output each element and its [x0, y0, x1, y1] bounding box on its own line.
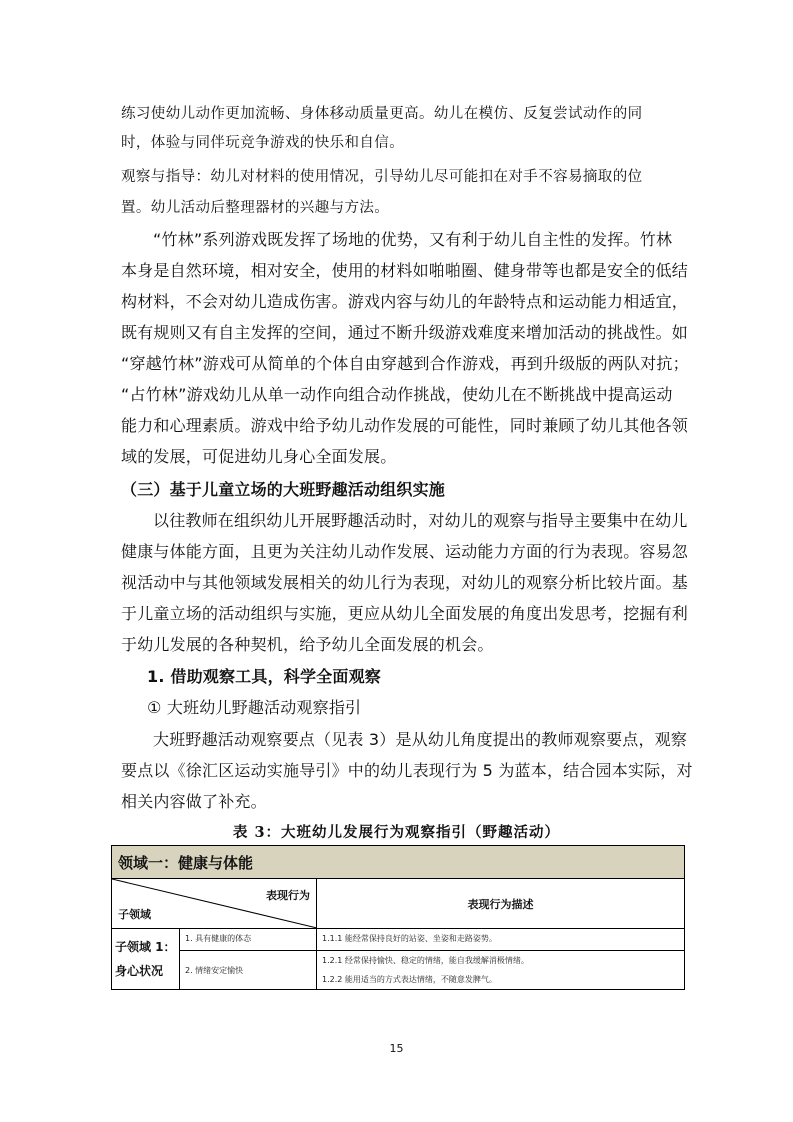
- domain-header: 领域一：健康与体能: [112, 846, 685, 879]
- paragraph-line: 时，体验与同伴玩竞争游戏的快乐和自信。: [121, 135, 405, 151]
- paragraph-line: 观察与指导：幼儿对材料的使用情况，引导幼儿尽可能扣在对手不容易摘取的位: [121, 169, 643, 185]
- subdomain-name: 身心状况: [115, 964, 164, 978]
- paragraph-line: 要点以《徐汇区运动实施导引》中的幼儿表现行为 5 为蓝本，结合园本实际，对: [121, 761, 693, 780]
- paragraph-line: 以往教师在组织幼儿开展野趣活动时，对幼儿的观察与指导主要集中在幼儿: [153, 511, 688, 530]
- paragraph-line: 视活动中与其他领域发展相关的幼儿行为表现，对幼儿的观察分析比较片面。基: [121, 573, 689, 592]
- page-number: 15: [389, 1042, 404, 1055]
- description-cell: 1.1.1 能经常保持良好的站姿、坐姿和走路姿势。: [317, 929, 685, 951]
- paragraph-line: 练习使幼儿动作更加流畅、身体移动质量更高。幼儿在模仿、反复尝试动作的同: [121, 106, 643, 122]
- paragraph-line: “竹林”系列游戏既发挥了场地的优势，又有利于幼儿自主性的发挥。竹林: [153, 230, 673, 249]
- paragraph-line: “穿越竹林”游戏可从简单的个体自由穿越到合作游戏，再到升级版的两队对抗；: [121, 354, 689, 373]
- behavior-cell: 1. 具有健康的体态: [180, 929, 317, 951]
- section-heading: （三）基于儿童立场的大班野趣活动组织实施: [121, 480, 446, 499]
- paragraph-line: “占竹林”游戏幼儿从单一动作向组合动作挑战，使幼儿在不断挑战中提高运动: [121, 385, 673, 404]
- behavior-cell: 2. 情绪安定愉快: [180, 951, 317, 990]
- description-cell: [317, 951, 685, 990]
- subheading-item: ① 大班幼儿野趣活动观察指引: [147, 698, 362, 717]
- header-behavior: 表现行为: [266, 889, 310, 902]
- paragraph-line: 本身是自然环境，相对安全，使用的材料如啪啪圈、健身带等也都是安全的低结: [121, 261, 689, 280]
- paragraph-line: 能力和心理素质。游戏中给予幼儿动作发展的可能性，同时兼顾了幼儿其他各领: [121, 416, 689, 435]
- header-subdomain: 子领域: [118, 908, 151, 921]
- subdomain-cell: [112, 929, 180, 990]
- subdomain-label: 子领域 1：: [115, 940, 176, 954]
- paragraph-line: 既有规则又有自主发挥的空间，通过不断升级游戏难度来增加活动的挑战性。如: [121, 323, 689, 342]
- paragraph-line: 构材料，不会对幼儿造成伤害。游戏内容与幼儿的年龄特点和运动能力相适宜，: [121, 292, 689, 311]
- paragraph-line: 域的发展，可促进幼儿身心全面发展。: [121, 447, 397, 466]
- paragraph-line: 于儿童立场的活动组织与实施，更应从幼儿全面发展的角度出发思考，挖掘有利: [121, 604, 689, 623]
- observation-table: [111, 845, 684, 990]
- diagonal-header-cell: [112, 879, 317, 929]
- description-line: 1.2.2 能用适当的方式表达情绪，不随意发脾气。: [322, 975, 497, 984]
- subheading: 1. 借助观察工具，科学全面观察: [147, 667, 381, 686]
- table-caption: 表 3：大班幼儿发展行为观察指引（野趣活动）: [232, 824, 561, 841]
- paragraph-line: 健康与体能方面，且更为关注幼儿动作发展、运动能力方面的行为表现。容易忽: [121, 542, 689, 561]
- description-line: 1.2.1 经常保持愉快、稳定的情绪，能自我缓解消极情绪。: [322, 956, 529, 965]
- paragraph-line: 于幼儿发展的各种契机，给予幼儿全面发展的机会。: [121, 635, 494, 654]
- paragraph-line: 置。幼儿活动后整理器材的兴趣与方法。: [121, 200, 390, 216]
- paragraph-line: 相关内容做了补充。: [121, 792, 267, 811]
- paragraph-line: 大班野趣活动观察要点（见表 3）是从幼儿角度提出的教师观察要点，观察: [153, 730, 688, 749]
- header-description: 表现行为描述: [317, 879, 685, 929]
